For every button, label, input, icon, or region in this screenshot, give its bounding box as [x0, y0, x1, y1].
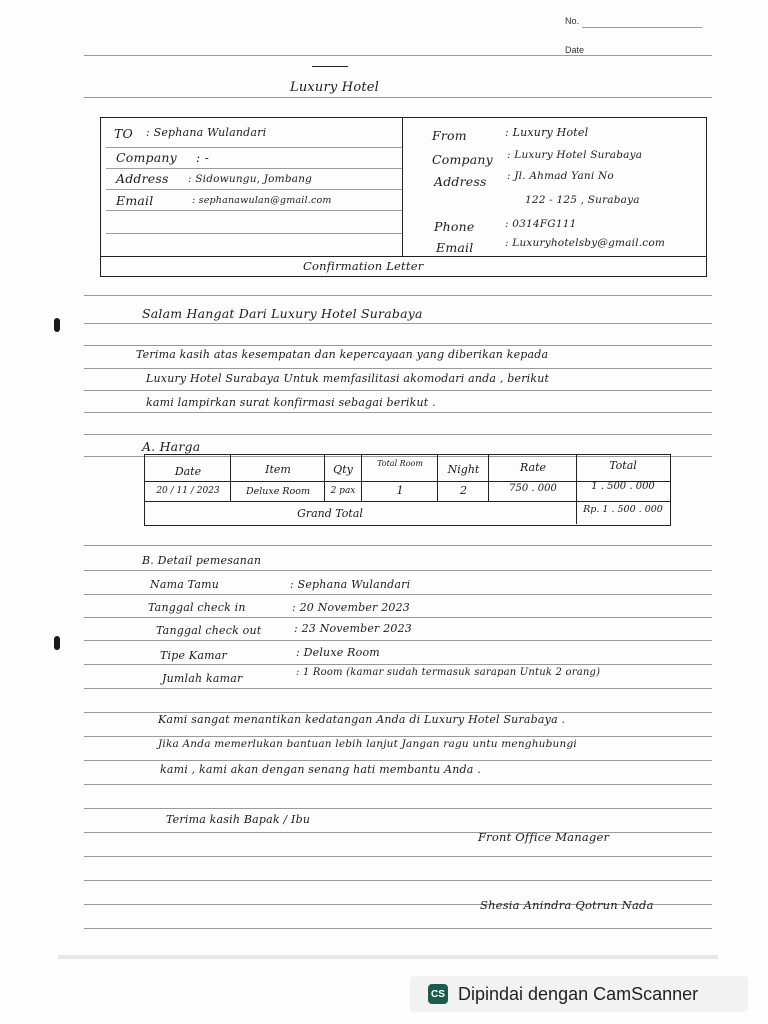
box-rule: [106, 168, 402, 169]
ruled-line: [84, 434, 712, 435]
section-b-heading: B. Detail pemesanan: [142, 554, 262, 567]
punch-hole-bottom: [54, 636, 60, 650]
from-address-label: Address: [434, 174, 487, 189]
signoff-title: Front Office Manager: [478, 830, 610, 844]
detail-value-room-count: : 1 Room (kamar sudah termasuk sarapan Untuk 2 orang): [296, 667, 601, 678]
grand-total-label: Grand Total: [297, 507, 363, 520]
ruled-line: [84, 570, 712, 571]
ruled-line: [84, 594, 712, 595]
ruled-line: [84, 640, 712, 641]
hotel-title: Luxury Hotel: [290, 80, 380, 95]
ruled-line: [84, 688, 712, 689]
ruled-line: [84, 295, 712, 296]
box-rule: [106, 210, 402, 211]
ruled-line: [84, 736, 712, 737]
from-value: : Luxury Hotel: [505, 126, 589, 139]
from-phone-value: : 0314FG111: [505, 218, 577, 230]
ruled-line: [84, 345, 712, 346]
table-row-line: [145, 501, 670, 502]
ruled-line: [84, 760, 712, 761]
ruled-line: [84, 832, 712, 833]
detail-value-guest: : Sephana Wulandari: [290, 578, 411, 591]
address-box-divider: [402, 118, 403, 256]
thanks-line: Terima kasih Bapak / Ibu: [166, 813, 311, 826]
from-address-value-2: 122 - 125 , Surabaya: [525, 194, 640, 206]
grand-total-value: Rp. 1 . 500 . 000: [583, 504, 663, 515]
detail-value-check-out: : 23 November 2023: [294, 622, 412, 635]
intro-line-1: Terima kasih atas kesempatan dan kepercayaan yang diberikan kepada: [136, 348, 549, 361]
no-line: [582, 27, 702, 28]
ruled-line: [84, 390, 712, 391]
closing-line-1: Kami sangat menantikan kedatangan Anda di Luxury Hotel Surabaya .: [158, 713, 566, 726]
camscanner-logo-icon: CS: [428, 984, 448, 1004]
closing-line-2: Jika Anda memerlukan bantuan lebih lanjut Jangan ragu untu menghubungi: [158, 738, 577, 750]
ruled-line: [84, 928, 712, 929]
ruled-line: [84, 323, 712, 324]
title-mark: [312, 66, 348, 67]
table-header-item: Item: [265, 463, 291, 476]
detail-label-check-in: Tanggal check in: [148, 601, 246, 614]
table-header-total-room: Total Room: [377, 459, 423, 468]
table-cell-total-room: 1: [396, 484, 404, 497]
table-cell-item: Deluxe Room: [246, 486, 310, 497]
from-company-value: : Luxury Hotel Surabaya: [507, 149, 643, 161]
table-cell-total: 1 . 500 . 000: [591, 481, 655, 492]
box-rule: [106, 189, 402, 190]
greeting: Salam Hangat Dari Luxury Hotel Surabaya: [142, 306, 423, 321]
signoff-name: Shesia Anindra Qotrun Nada: [480, 898, 654, 912]
table-cell-date: 20 / 11 / 2023: [156, 486, 220, 496]
ruled-line: [84, 856, 712, 857]
detail-label-guest: Nama Tamu: [150, 578, 220, 591]
table-header-night: Night: [447, 463, 480, 476]
ruled-line: [84, 784, 712, 785]
to-email-label: Email: [116, 193, 154, 208]
detail-value-check-in: : 20 November 2023: [292, 601, 410, 614]
ruled-line: [84, 55, 712, 56]
to-address-label: Address: [116, 171, 169, 186]
to-label: TO: [114, 126, 133, 141]
table-cell-qty: 2 pax: [330, 486, 356, 496]
table-header-qty: Qty: [333, 463, 353, 476]
from-company-label: Company: [432, 152, 493, 167]
letter-title: Confirmation Letter: [303, 259, 424, 273]
from-address-value-1: : Jl. Ahmad Yani No: [507, 170, 614, 182]
table-cell-rate: 750 . 000: [509, 483, 557, 494]
closing-line-3: kami , kami akan dengan senang hati membantu Anda .: [160, 763, 481, 776]
from-email-value: : Luxuryhotelsby@gmail.com: [505, 237, 666, 249]
ruled-line: [84, 412, 712, 413]
to-value: : Sephana Wulandari: [146, 126, 267, 139]
ruled-line: [84, 368, 712, 369]
camscanner-watermark: [410, 976, 748, 1012]
detail-label-room-type: Tipe Kamar: [160, 649, 227, 662]
ruled-line: [84, 664, 712, 665]
detail-label-check-out: Tanggal check out: [156, 624, 262, 637]
intro-line-2: Luxury Hotel Surabaya Untuk memfasilitasi akomodari anda , berikut: [146, 372, 550, 385]
from-label: From: [432, 128, 467, 143]
ruled-line: [84, 97, 712, 98]
from-phone-label: Phone: [434, 219, 475, 234]
box-rule: [106, 233, 402, 234]
to-address-value: : Sidowungu, Jombang: [188, 173, 313, 185]
detail-value-room-type: : Deluxe Room: [296, 646, 380, 659]
detail-label-room-count: Jumlah kamar: [162, 672, 243, 685]
ruled-line: [84, 808, 712, 809]
to-company-value: : -: [196, 150, 210, 165]
section-a-heading: A. Harga: [142, 439, 201, 454]
to-company-label: Company: [116, 150, 177, 165]
ruled-line: [84, 545, 712, 546]
scan-edge: [58, 955, 718, 959]
table-header-total: Total: [609, 459, 637, 472]
table-cell-night: 2: [460, 484, 467, 497]
ruled-line: [84, 880, 712, 881]
address-box-footer-line: [101, 256, 706, 257]
punch-hole-top: [54, 318, 60, 332]
date-label: Date: [565, 45, 585, 55]
ruled-line: [84, 617, 712, 618]
box-rule: [106, 147, 402, 148]
table-header-rate: Rate: [519, 461, 547, 474]
camscanner-text: Dipindai dengan CamScanner: [458, 983, 699, 1004]
from-email-label: Email: [436, 240, 474, 255]
intro-line-3: kami lampirkan surat konfirmasi sebagai berikut .: [146, 396, 436, 409]
no-label: No.: [565, 16, 580, 26]
to-email-value: : sephanawulan@gmail.com: [192, 195, 332, 206]
table-header-date: Date: [174, 465, 202, 478]
